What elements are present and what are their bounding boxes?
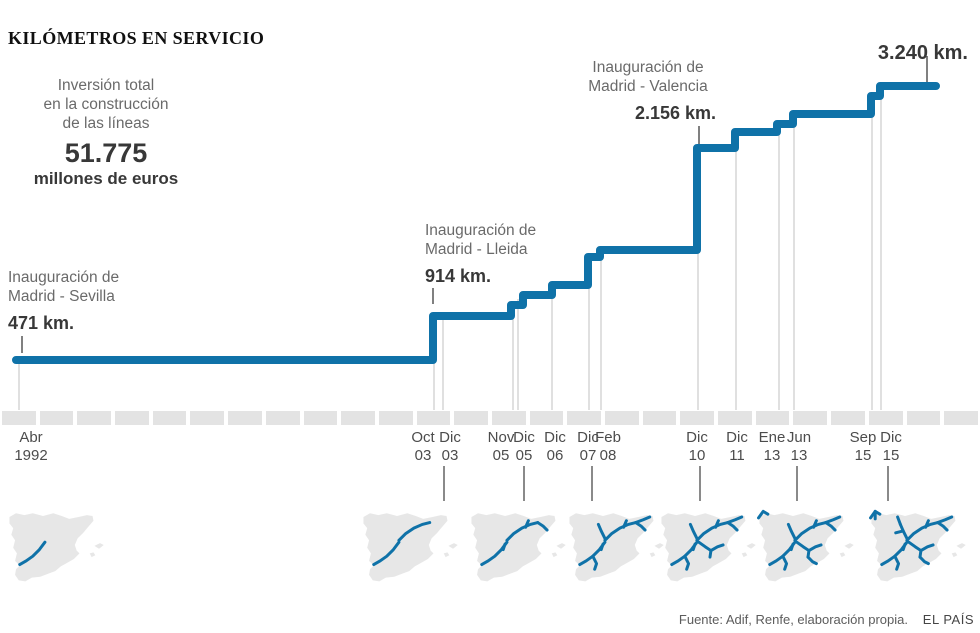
- balearics-outline: [840, 552, 846, 557]
- axis-label-text: Sep: [849, 429, 877, 446]
- annotation-final-km: 3.240 km.: [877, 42, 968, 64]
- axis-label-text: Dic: [544, 429, 566, 446]
- axis-tick-block: [643, 411, 677, 425]
- axis-tick-block: [492, 411, 526, 425]
- spain-map-icon: [654, 503, 766, 600]
- balearics-outline: [552, 552, 558, 557]
- investment-line: Inversión total: [57, 77, 155, 94]
- axis-tick-block: [567, 411, 601, 425]
- axis-label-text: Dic: [513, 429, 535, 446]
- axis-label-text: Abr: [19, 429, 43, 446]
- axis-label-text: 03: [441, 447, 459, 464]
- axis-label-text: 10: [688, 447, 706, 464]
- axis-tick-block: [190, 411, 224, 425]
- axis-label-text: Dic: [686, 429, 708, 446]
- axis-tick-block: [869, 411, 903, 425]
- route-madrid-toledo: [601, 544, 603, 550]
- spain-map-icon: [864, 503, 976, 600]
- axis-label-text: Feb: [595, 429, 621, 446]
- investment-note: [15, 76, 197, 189]
- axis-tick-block: [605, 411, 639, 425]
- axis-label-text: 08: [599, 447, 617, 464]
- route-madrid-toledo: [693, 544, 695, 550]
- axis-tick-block: [454, 411, 488, 425]
- route-madrid-toledo: [791, 544, 793, 550]
- map-jun-2013: [752, 503, 864, 605]
- route-madrid-toledo: [503, 544, 505, 550]
- axis-label-text: Ene: [758, 429, 786, 446]
- balearics-outline: [448, 543, 457, 549]
- route-valladolid-zamora: [896, 531, 903, 533]
- balearics-outline: [844, 543, 853, 549]
- route-madrid-toledo: [903, 544, 905, 550]
- axis-label-text: Oct: [411, 429, 435, 446]
- axis-tick-block: [417, 411, 451, 425]
- balearics-outline: [952, 552, 958, 557]
- axis-tick-block: [228, 411, 262, 425]
- axis-label-jun-13: [767, 429, 831, 465]
- balearics-outline: [90, 552, 96, 557]
- annotation-text: Inauguración de: [8, 269, 120, 286]
- investment-line: de las líneas: [62, 115, 150, 132]
- axis-label-text: 05: [515, 447, 533, 464]
- timeline-axis: [2, 411, 978, 425]
- axis-tick-block: [40, 411, 74, 425]
- axis-label-text: Dic: [880, 429, 902, 446]
- map-abr-1992: [2, 503, 114, 605]
- investment-value: 51.775: [64, 138, 148, 168]
- annotation-text: Madrid - Lleida: [425, 241, 528, 258]
- axis-label-feb-08: [576, 429, 640, 465]
- axis-tick-block: [831, 411, 865, 425]
- spain-map-icon: [752, 503, 864, 600]
- axis-tick-block: [944, 411, 978, 425]
- axis-tick-block: [530, 411, 564, 425]
- axis-label-dic-15: [859, 429, 923, 465]
- investment-unit: millones de euros: [33, 169, 179, 188]
- axis-label-text: Nov: [487, 429, 515, 446]
- axis-label-text: Dic: [726, 429, 748, 446]
- axis-label-text: Dic: [577, 429, 599, 446]
- annotation-text: Inauguración de: [592, 59, 704, 76]
- annotation-madrid-sevilla: [8, 268, 119, 333]
- map-dic-2003: [356, 503, 468, 605]
- map-dic-2015: [864, 503, 976, 605]
- axis-label-text: 15: [882, 447, 900, 464]
- balearics-outline: [742, 552, 748, 557]
- spain-outline: [569, 513, 653, 581]
- axis-tick-block: [907, 411, 941, 425]
- axis-tick-block: [153, 411, 187, 425]
- investment-line: en la construcción: [43, 96, 169, 113]
- balearics-outline: [94, 543, 103, 549]
- axis-label-text: 07: [579, 447, 597, 464]
- axis-label-text: 06: [546, 447, 564, 464]
- spain-map-icon: [464, 503, 576, 600]
- spain-outline: [471, 513, 555, 581]
- axis-label-text: 15: [854, 447, 872, 464]
- axis-label-text: 05: [492, 447, 510, 464]
- axis-label-text: 1992: [14, 447, 48, 464]
- axis-tick-block: [2, 411, 36, 425]
- spain-map-icon: [356, 503, 468, 600]
- chart-title: KILÓMETROS EN SERVICIO: [8, 28, 265, 48]
- annotation-km: 471 km.: [8, 313, 75, 333]
- brand-logo: EL PAÍS: [922, 612, 974, 627]
- axis-label-text: 13: [763, 447, 781, 464]
- source-note: Fuente: Adif, Renfe, elaboración propia.: [678, 612, 908, 627]
- annotation-madrid-valencia: [580, 58, 716, 123]
- route-madrid-valencia: [710, 551, 711, 558]
- map-dic-2005: [464, 503, 576, 605]
- map-dic-2010: [654, 503, 766, 605]
- axis-tick-block: [756, 411, 790, 425]
- spain-outline: [9, 513, 93, 581]
- annotation-km: 2.156 km.: [634, 103, 716, 123]
- axis-tick-block: [718, 411, 752, 425]
- axis-tick-block: [341, 411, 375, 425]
- axis-label-text: Jun: [786, 429, 812, 446]
- axis-label-text: 11: [729, 447, 745, 464]
- axis-label-text: Dic: [439, 429, 461, 446]
- axis-tick-block: [793, 411, 827, 425]
- annotation-km: 914 km.: [425, 266, 492, 286]
- axis-tick-block: [77, 411, 111, 425]
- axis-tick-block: [115, 411, 149, 425]
- axis-tick-block: [304, 411, 338, 425]
- axis-tick-block: [680, 411, 714, 425]
- axis-label-abr-1992: [0, 429, 63, 465]
- annotation-text: Madrid - Sevilla: [8, 288, 115, 305]
- annotation-text: Inauguración de: [425, 222, 537, 239]
- axis-label-text: 13: [790, 447, 808, 464]
- balearics-outline: [444, 552, 450, 557]
- annotation-madrid-lleida: [425, 221, 536, 286]
- spain-map-icon: [2, 503, 114, 600]
- axis-tick-block: [266, 411, 300, 425]
- annotation-text: Madrid - Valencia: [588, 78, 708, 95]
- axis-tick-block: [379, 411, 413, 425]
- spain-outline: [363, 513, 447, 581]
- axis-label-text: 03: [414, 447, 432, 464]
- balearics-outline: [956, 543, 965, 549]
